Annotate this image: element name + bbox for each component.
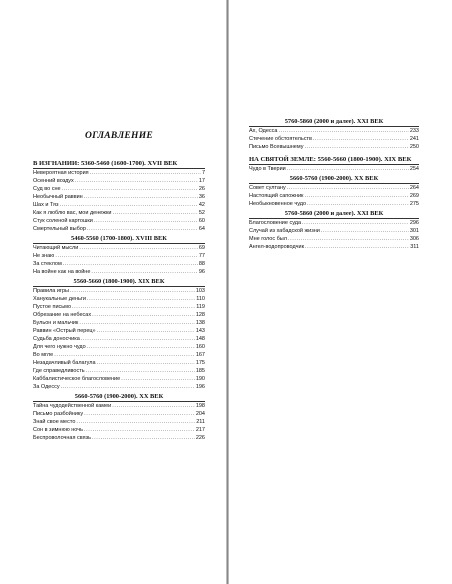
toc-entry — [33, 268, 205, 276]
toc-entry — [33, 359, 205, 367]
toc-page-number: 143 — [195, 328, 205, 334]
toc-entry-title: Знай свое место — [33, 419, 76, 425]
toc-entry — [33, 375, 205, 383]
toc-page-number: 128 — [195, 312, 205, 318]
toc-page-number: 26 — [198, 186, 205, 192]
toc-entry-title: Чудо в Тверии — [249, 166, 286, 172]
toc-page-number: 311 — [410, 244, 419, 250]
toc-page-number: 36 — [198, 194, 205, 200]
toc-page-number: 204 — [195, 411, 205, 417]
toc-dot-leader — [94, 217, 198, 225]
toc-dot-leader — [302, 219, 409, 227]
toc-entry-title: Стук соленой картошки — [33, 218, 93, 224]
section-heading: 5460-5560 (1700-1800). XVIII ВЕК — [71, 235, 167, 242]
toc-dot-leader — [92, 434, 195, 442]
toc-entry-title: За стеклом — [33, 261, 62, 267]
toc-page-number: 167 — [195, 352, 205, 358]
toc-title: ОГЛАВЛЕНИЕ — [84, 131, 154, 141]
toc-entry — [33, 209, 205, 217]
toc-page-number: 160 — [195, 344, 205, 350]
toc-entry-title: Сон в зимнюю ночь — [33, 427, 83, 433]
toc-dot-leader — [278, 127, 408, 135]
toc-entry — [33, 426, 205, 434]
left-toc-column — [33, 131, 205, 443]
entries-list — [33, 168, 205, 233]
toc-page-number: 17 — [198, 178, 205, 184]
toc-dot-leader — [304, 192, 408, 200]
toc-entry-title: Правила игры — [33, 288, 69, 294]
toc-page-number: 96 — [198, 269, 205, 275]
toc-entry — [33, 402, 205, 410]
toc-entry-title: Осенний воздух — [33, 178, 74, 184]
toc-entry — [249, 219, 419, 227]
toc-page-number: 69 — [198, 245, 205, 251]
toc-dot-leader — [63, 260, 198, 268]
toc-page-number: 138 — [195, 320, 205, 326]
toc-entry — [33, 418, 205, 426]
toc-dot-leader — [87, 225, 198, 233]
section-heading: 5560-5660 (1800-1900). XIX ВЕК — [73, 278, 165, 285]
toc-entry-title: Совет султану — [249, 185, 286, 191]
toc-entry — [249, 143, 419, 151]
toc-entry-title: Незадачливый балагула — [33, 360, 96, 366]
toc-page-number: 306 — [409, 236, 419, 242]
toc-page-number: 185 — [195, 368, 205, 374]
toc-dot-leader — [307, 200, 409, 208]
toc-entry — [249, 243, 419, 251]
section-heading: НА СВЯТОЙ ЗЕМЛЕ: 5560-5660 (1800-1900). XIX ВЕК — [249, 156, 412, 163]
toc-entry — [249, 192, 419, 200]
entries-list — [249, 126, 419, 151]
toc-page-number: 198 — [195, 403, 205, 409]
toc-entry — [33, 201, 205, 209]
toc-entry — [33, 383, 205, 391]
toc-page-number: 148 — [195, 336, 205, 342]
toc-entry — [33, 343, 205, 351]
toc-dot-leader — [84, 193, 198, 201]
toc-entry-title: Шах и Тяз — [33, 202, 59, 208]
toc-entry-title: Письмо Всевышнему — [249, 144, 304, 150]
toc-page-number: 296 — [409, 220, 419, 226]
toc-entry-title: Письмо разбойнику — [33, 411, 84, 417]
toc-entry-title: Ангел-водопроводчик — [249, 244, 305, 250]
toc-dot-leader — [61, 383, 195, 391]
toc-entry-title: Беспроволочная связь — [33, 435, 91, 441]
toc-entry — [33, 193, 205, 201]
toc-entry — [33, 367, 205, 375]
toc-dot-leader — [97, 327, 195, 335]
toc-page-number: 269 — [409, 193, 419, 199]
toc-entry — [33, 217, 205, 225]
toc-entry — [33, 287, 205, 295]
toc-entry — [249, 227, 419, 235]
toc-entry-title: Читающий мысли — [33, 245, 79, 251]
toc-dot-leader — [313, 135, 409, 143]
toc-entry — [249, 200, 419, 208]
toc-dot-leader — [321, 227, 409, 235]
toc-dot-leader — [90, 169, 201, 177]
toc-entry-title: На войне как на войне — [33, 269, 91, 275]
toc-entry-title: Благословение суда — [249, 220, 302, 226]
toc-page-number: 217 — [195, 427, 205, 433]
toc-page-number: 233 — [409, 128, 419, 134]
toc-entry-title: Ханукальные деньги — [33, 296, 87, 302]
toc-page-number: 175 — [195, 360, 205, 366]
toc-page-number: 254 — [409, 166, 419, 172]
toc-entry-title: Не знаю — [33, 253, 55, 259]
toc-dot-leader — [87, 295, 195, 303]
toc-page-number: 7 — [201, 170, 205, 176]
toc-dot-leader — [112, 209, 197, 217]
toc-entry — [33, 295, 205, 303]
entries-list — [33, 243, 205, 276]
toc-page-number: 77 — [198, 253, 205, 259]
toc-entry — [249, 184, 419, 192]
section-heading: 5660-5760 (1900-2000). XX ВЕК — [74, 393, 164, 400]
toc-entry — [249, 165, 419, 173]
toc-dot-leader — [287, 184, 409, 192]
toc-entry-title: Невероятная история — [33, 170, 89, 176]
toc-entry-title: Мне голос был — [249, 236, 287, 242]
toc-page-number: 275 — [409, 201, 419, 207]
toc-page-number: 103 — [195, 288, 205, 294]
toc-dot-leader — [305, 243, 409, 251]
toc-dot-leader — [304, 143, 408, 151]
toc-page-number: 119 — [196, 304, 205, 310]
section-heading: В ИЗГНАНИИ: 5360-5460 (1600-1700). XVII ВЕК — [33, 160, 178, 167]
toc-entry — [33, 244, 205, 252]
toc-entry — [33, 434, 205, 442]
toc-page-number: 250 — [409, 144, 419, 150]
toc-dot-leader — [91, 268, 197, 276]
toc-dot-leader — [97, 359, 195, 367]
toc-page-number: 301 — [409, 228, 419, 234]
toc-dot-leader — [87, 343, 195, 351]
entries-list — [249, 218, 419, 251]
entries-list — [33, 401, 205, 442]
toc-entry-title: Случай из хабадской жизни — [249, 228, 320, 234]
toc-page-number: 60 — [198, 218, 205, 224]
toc-page-number: 241 — [409, 136, 419, 142]
toc-page-number: 88 — [198, 261, 205, 267]
toc-dot-leader — [79, 244, 198, 252]
toc-entry — [33, 177, 205, 185]
toc-dot-leader — [287, 165, 409, 173]
toc-dot-leader — [76, 418, 195, 426]
toc-entry-title: Где справедливость — [33, 368, 85, 374]
toc-entry — [33, 351, 205, 359]
section-heading: 5660-5760 (1900-2000). XX ВЕК — [289, 175, 379, 182]
right-toc-column — [249, 116, 419, 252]
entries-list — [33, 286, 205, 391]
toc-entry-title: Бульон и мальчик — [33, 320, 79, 326]
toc-entry — [33, 169, 205, 177]
toc-page-number: 110 — [196, 296, 205, 302]
toc-dot-leader — [84, 410, 195, 418]
toc-entry — [33, 327, 205, 335]
toc-entry — [33, 319, 205, 327]
toc-entry-title: Суд во сне — [33, 186, 61, 192]
toc-entry — [33, 185, 205, 193]
entries-list — [249, 183, 419, 208]
toc-entry-title: Ах, Одесса — [249, 128, 278, 134]
toc-entry — [33, 335, 205, 343]
toc-dot-leader — [60, 201, 198, 209]
toc-dot-leader — [79, 319, 195, 327]
toc-entry-title: Каббалистическое благословение — [33, 376, 121, 382]
toc-page-number: 64 — [198, 226, 205, 232]
toc-entry — [249, 127, 419, 135]
toc-entry — [249, 235, 419, 243]
toc-dot-leader — [92, 311, 195, 319]
toc-entry-title: Пустое письмо — [33, 304, 72, 310]
toc-dot-leader — [112, 402, 195, 410]
toc-dot-leader — [54, 351, 195, 359]
toc-page-number: 196 — [195, 384, 205, 390]
toc-entry-title: Необычный раввин — [33, 194, 83, 200]
toc-dot-leader — [62, 185, 198, 193]
toc-page-number: 264 — [409, 185, 419, 191]
toc-entry-title: Обрезание на небесах — [33, 312, 92, 318]
toc-page-number: 226 — [195, 435, 205, 441]
toc-entry-title: Судьба доносчика — [33, 336, 80, 342]
toc-entry-title: Тайна чудодейственной камеи — [33, 403, 112, 409]
toc-page-number: 211 — [196, 419, 205, 425]
toc-entry-title: Необыкновенное чудо — [249, 201, 307, 207]
section-heading: 5760-5860 (2000 и далее). XXI ВЕК — [284, 210, 384, 217]
toc-entry-title: Во мгле — [33, 352, 54, 358]
toc-dot-leader — [288, 235, 409, 243]
toc-entry — [33, 260, 205, 268]
toc-entry — [33, 225, 205, 233]
toc-page-number: 42 — [198, 202, 205, 208]
toc-entry — [33, 303, 205, 311]
entries-list — [249, 164, 419, 173]
toc-entry — [33, 311, 205, 319]
toc-dot-leader — [84, 426, 195, 434]
toc-entry — [33, 410, 205, 418]
toc-dot-leader — [72, 303, 195, 311]
toc-entry-title: За Одессу — [33, 384, 60, 390]
toc-entry-title: Настоящий сапожник — [249, 193, 304, 199]
toc-dot-leader — [75, 177, 198, 185]
toc-dot-leader — [55, 252, 198, 260]
toc-entry-title: Для чего нужно чудо — [33, 344, 86, 350]
toc-page-number: 190 — [195, 376, 205, 382]
toc-entry-title: Как я люблю вас, мои денежки — [33, 210, 112, 216]
toc-entry-title: Стечение обстоятельств — [249, 136, 312, 142]
toc-dot-leader — [86, 367, 195, 375]
toc-entry — [33, 252, 205, 260]
toc-entry-title: Смертельный выбор — [33, 226, 86, 232]
section-heading: 5760-5860 (2000 и далее). XXI ВЕК — [284, 118, 384, 125]
toc-dot-leader — [70, 287, 195, 295]
toc-entry-title: Раввин «Острый перец» — [33, 328, 96, 334]
toc-dot-leader — [121, 375, 195, 383]
toc-page-number: 52 — [198, 210, 205, 216]
toc-entry — [249, 135, 419, 143]
right-page — [229, 0, 452, 584]
toc-dot-leader — [81, 335, 195, 343]
